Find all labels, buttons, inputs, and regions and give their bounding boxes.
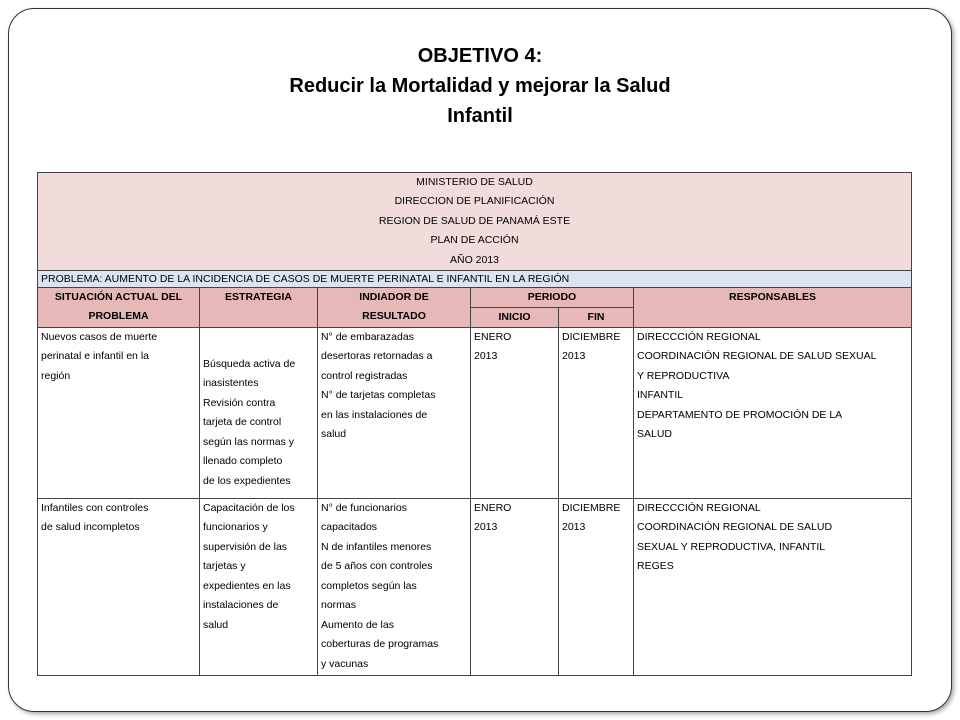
header-cell [38,173,912,271]
col-header-situacion [38,287,200,327]
header-year: AÑO 2013 [449,253,500,266]
col-header-situacion-line1: SITUACIÓN ACTUAL DEL [54,290,183,303]
cell-indicador [318,498,471,675]
cell-line: región [41,369,71,382]
cell-fin [559,498,634,675]
header-plan: PLAN DE ACCIÓN [430,234,519,247]
cell-line: control registradas [321,369,408,382]
slide-title-line-2: Reducir la Mortalidad y mejorar la Salud [289,75,671,97]
cell-line: DICIEMBRE [562,501,621,514]
cell-line: Infantiles con controles [41,501,149,514]
cell-line: y vacunas [321,657,369,670]
cell-line: 2013 [562,350,586,363]
cell-line: N° de funcionarios [321,501,407,514]
cell-line: N° de embarazadas [321,330,414,343]
col-header-estrategia: ESTRATEGIA [200,287,318,327]
cell-line: funcionarios y [203,521,268,534]
cell-inicio [471,498,559,675]
cell-line: tarjetas y [203,560,246,573]
col-header-situacion-line2: PROBLEMA [88,309,149,322]
cell-line: ENERO [474,501,512,514]
cell-line: 2013 [474,521,498,534]
cell-line: en las instalaciones de [321,408,428,421]
cell-line: perinatal e infantil en la [41,350,149,363]
header-direction: DIRECCION DE PLANIFICACIÓN [394,195,555,208]
cell-line: SEXUAL Y REPRODUCTIVA, INFANTIL [637,540,826,553]
cell-line: COORDINACIÓN REGIONAL DE SALUD SEXUAL [637,350,877,363]
cell-line: DEPARTAMENTO DE PROMOCIÓN DE LA [637,408,843,421]
cell-line: de los expedientes [203,474,291,487]
slide-title-line-3: Infantil [447,105,513,127]
cell-line: llenado completo [203,455,283,468]
cell-line: completos según las [321,579,417,592]
cell-line: DICIEMBRE [562,330,621,343]
header-ministry: MINISTERIO DE SALUD [416,176,533,188]
cell-line: DIRECCCIÓN REGIONAL [637,501,761,514]
cell-line: inasistentes [203,377,259,390]
cell-line: tarjeta de control [203,416,282,429]
cell-line: coberturas de programas [321,638,439,651]
table-row [38,327,912,498]
col-header-inicio: INICIO [471,307,559,327]
problem-statement: PROBLEMA: AUMENTO DE LA INCIDENCIA DE CASOS DE MUERTE PERINATAL E INFANTIL EN LA REGIÓN [38,270,912,287]
problem-row [38,270,912,287]
cell-line: instalaciones de [203,599,279,612]
cell-estrategia [200,327,318,498]
col-header-indicador [318,287,471,327]
cell-line: INFANTIL [637,389,684,402]
col-header-responsables: RESPONSABLES [634,287,912,327]
cell-line: salud [321,428,347,441]
table-row [38,498,912,675]
cell-line: de 5 años con controles [321,560,433,573]
cell-line: desertoras retornadas a [321,350,433,363]
cell-situacion [38,498,200,675]
cell-situacion [38,327,200,498]
cell-line: ENERO [474,330,512,343]
cell-line: Y REPRODUCTIVA [637,369,730,382]
cell-line: 2013 [474,350,498,363]
cell-line: normas [321,599,357,612]
cell-line: Búsqueda activa de [203,357,296,370]
cell-responsables [634,327,912,498]
cell-estrategia [200,498,318,675]
cell-line: Aumento de las [321,618,394,631]
col-header-fin: FIN [559,307,634,327]
col-header-periodo: PERIODO [471,287,634,307]
cell-line: SALUD [637,428,673,441]
cell-line: Nuevos casos de muerte [41,330,158,343]
header-block [38,173,912,271]
cell-indicador [318,327,471,498]
cell-line: DIRECCCIÓN REGIONAL [637,330,761,343]
cell-line: COORDINACIÓN REGIONAL DE SALUD [637,521,833,534]
cell-fin [559,327,634,498]
cell-line: salud [203,618,229,631]
col-header-indicador-line1: INDIADOR DE [359,290,429,303]
cell-inicio [471,327,559,498]
cell-line: N° de tarjetas completas [321,389,436,402]
cell-line: de salud incompletos [41,521,140,534]
cell-line: N de infantiles menores [321,540,432,553]
cell-line: expedientes en las [203,579,291,592]
header-region: REGION DE SALUD DE PANAMÁ ESTE [378,214,571,227]
col-header-indicador-line2: RESULTADO [362,309,426,322]
cell-line: según las normas y [203,435,295,448]
cell-line: supervisión de las [203,540,288,553]
cell-line: REGES [637,560,674,573]
action-plan-table [37,172,912,676]
slide-title-line-1: OBJETIVO 4: [417,45,543,67]
cell-responsables [634,498,912,675]
cell-line: capacitados [321,521,378,534]
column-header-row [38,287,912,307]
cell-line: 2013 [562,521,586,534]
cell-line: Capacitación de los [203,501,295,514]
cell-line: Revisión contra [203,396,276,409]
